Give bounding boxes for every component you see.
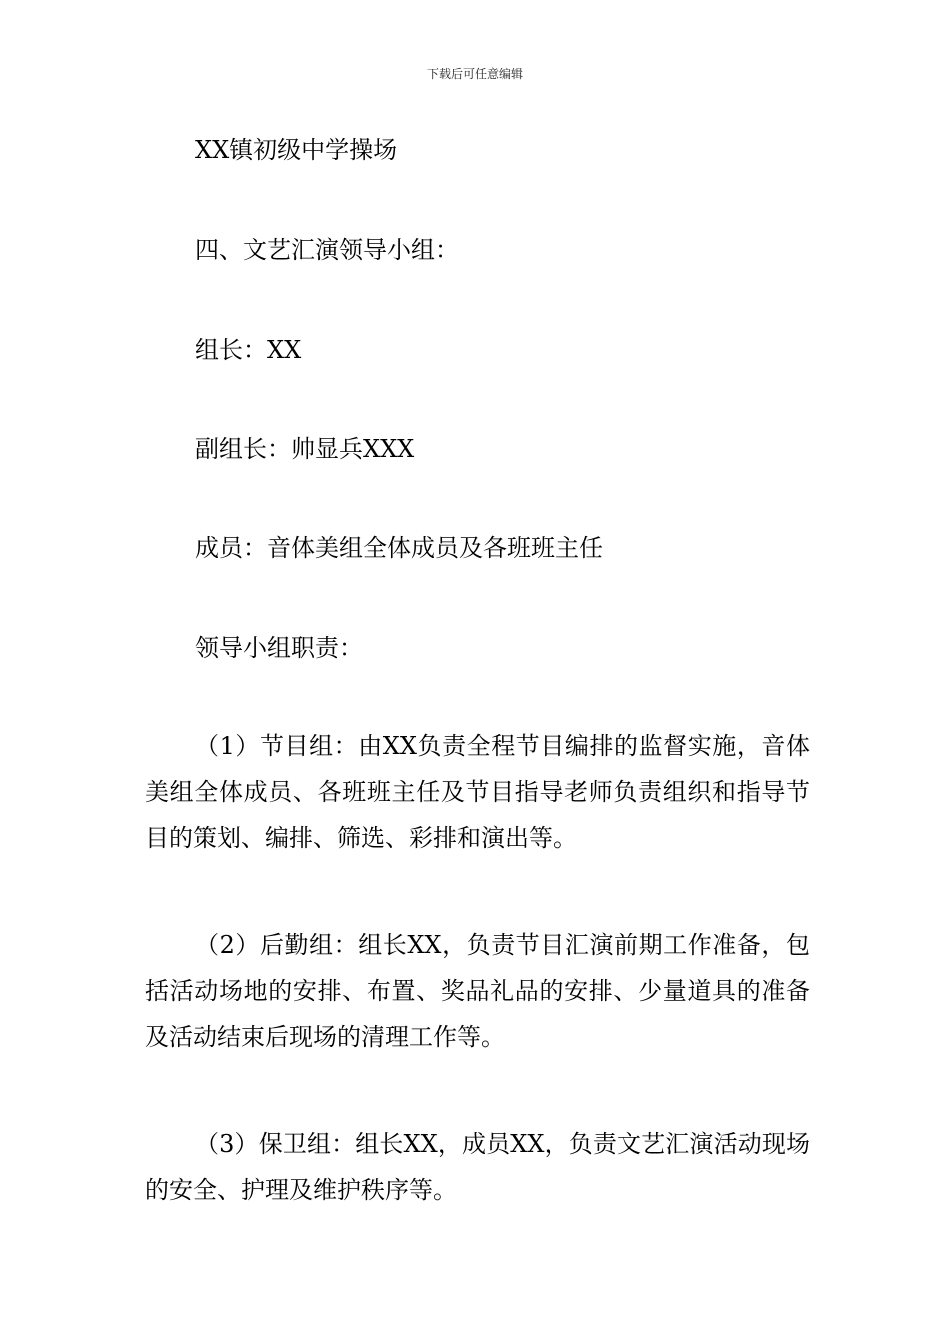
leader-line: 组长：XX [195, 336, 302, 364]
security-group-paragraph: （3）保卫组：组长XX，成员XX，负责文艺汇演活动现场的安全、护理及维护秩序等。 [145, 1130, 810, 1204]
deputy-leader-line: 副组长：帅显兵XXX [195, 435, 415, 463]
page-header: 下载后可任意编辑 [426, 67, 523, 81]
logistics-group-paragraph: （2）后勤组：组长XX，负责节目汇演前期工作准备，包括活动场地的安排、布置、奖品礼品的安排、少量道具的准备及活动结束后现场的清理工作等。 [145, 931, 810, 1051]
venue-line: XX镇初级中学操场 [195, 136, 398, 164]
program-group-paragraph: （1）节目组：由XX负责全程节目编排的监督实施，音体美组全体成员、各班班主任及节目指导老师负责组织和指导节目的策划、编排、筛选、彩排和演出等。 [145, 732, 810, 852]
members-line: 成员：音体美组全体成员及各班班主任 [195, 534, 603, 562]
section-four-heading: 四、文艺汇演领导小组： [195, 236, 459, 264]
duties-heading: 领导小组职责： [195, 634, 363, 662]
